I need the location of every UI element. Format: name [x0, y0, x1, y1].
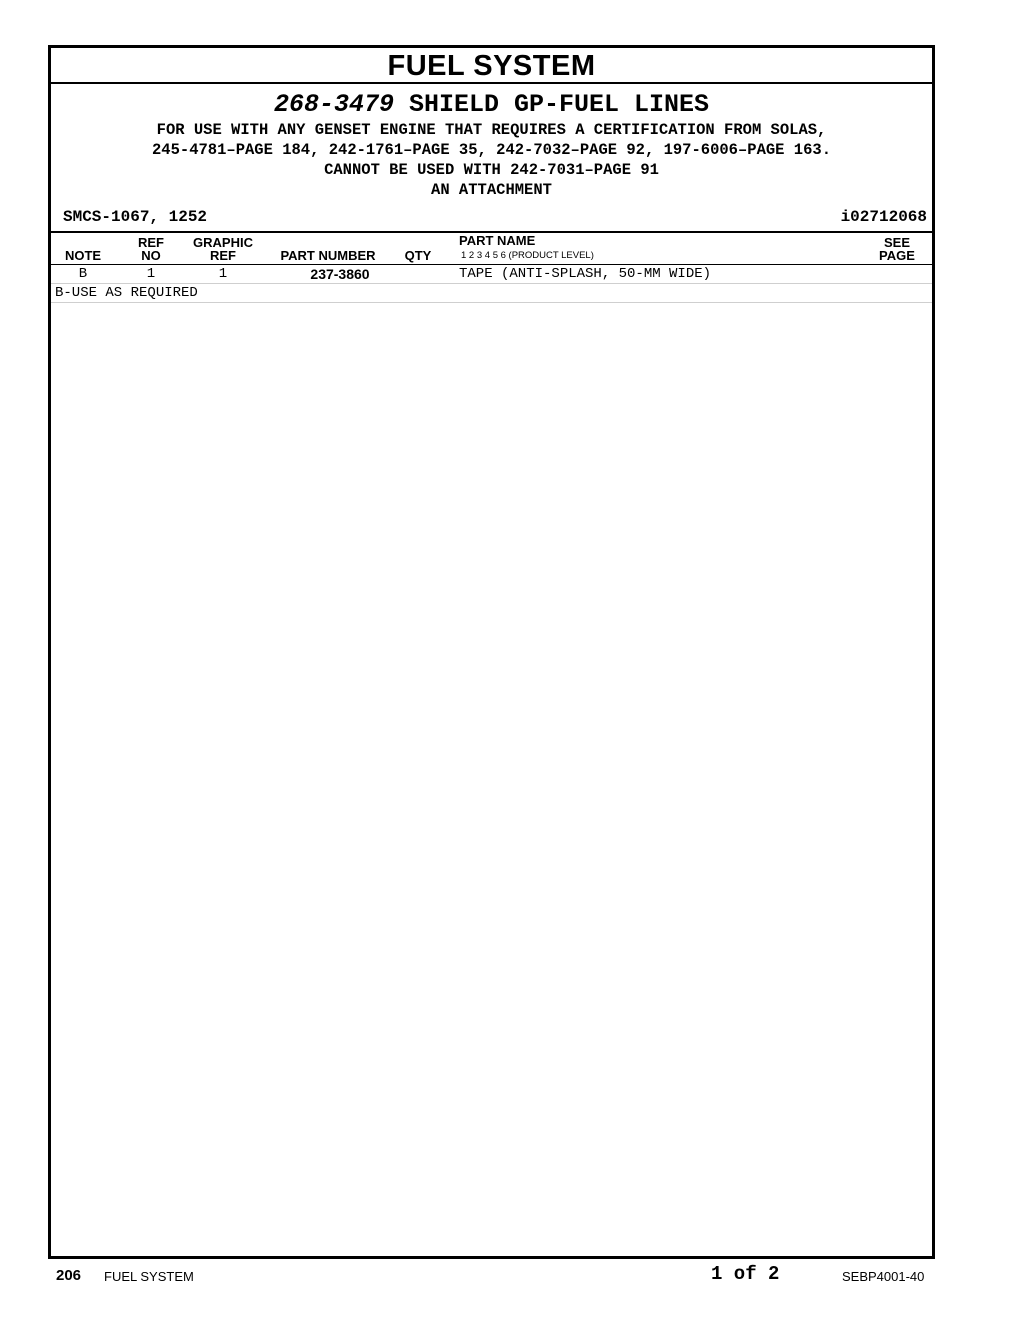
col-part-number: PART NUMBER [280, 248, 376, 263]
parts-page-frame [48, 45, 935, 1259]
document-id: SEBP4001-40 [842, 1269, 925, 1284]
meta-row [51, 208, 932, 230]
group-note-line: FOR USE WITH ANY GENSET ENGINE THAT REQUIRES A CERTIFICATION FROM SOLAS, [156, 121, 827, 139]
col-part-name: PART NAME [459, 233, 536, 248]
group-name: SHIELD GP-FUEL LINES [408, 90, 710, 119]
col-see-page-line1: SEE [883, 235, 911, 250]
page-of-indicator: 1 of 2 [711, 1263, 780, 1285]
cell-graphic-ref: 1 [218, 266, 228, 282]
section-title: FUEL SYSTEM [51, 48, 932, 84]
note-legend: B-USE AS REQUIRED [51, 284, 932, 303]
col-note: NOTE [64, 248, 102, 263]
footer-section-name: FUEL SYSTEM [104, 1269, 194, 1284]
group-number: 268-3479 [273, 90, 394, 119]
group-title [51, 90, 932, 120]
page-footer [0, 1262, 1020, 1292]
cell-ref-no: 1 [146, 266, 156, 282]
col-qty: QTY [404, 248, 432, 263]
cell-note: B [78, 266, 88, 282]
group-note-line: CANNOT BE USED WITH 242-7031–PAGE 91 [324, 161, 659, 179]
group-note-line: AN ATTACHMENT [431, 181, 552, 199]
col-product-levels: 1 2 3 4 5 6 (PRODUCT LEVEL) [461, 250, 594, 261]
col-graphic-ref-line2: REF [210, 248, 236, 263]
table-header [51, 231, 932, 265]
col-graphic-ref-line1: GRAPHIC [193, 235, 253, 250]
illustration-id: i02712068 [840, 208, 927, 226]
col-ref-no-line1: REF [138, 235, 164, 250]
col-see-page-line2: PAGE [879, 248, 915, 263]
col-ref-no-line2: NO [141, 248, 161, 263]
group-header [51, 90, 932, 200]
smcs-code: SMCS-1067, 1252 [63, 208, 208, 226]
cell-part-number: 237-3860 [310, 266, 370, 282]
table-row [51, 265, 932, 284]
group-note-line: 245-4781–PAGE 184, 242-1761–PAGE 35, 242-7032–PAGE 92, 197-6006–PAGE 163. [151, 141, 831, 159]
page-number: 206 [56, 1267, 82, 1284]
cell-part-name: TAPE (ANTI-SPLASH, 50-MM WIDE) [459, 266, 712, 282]
